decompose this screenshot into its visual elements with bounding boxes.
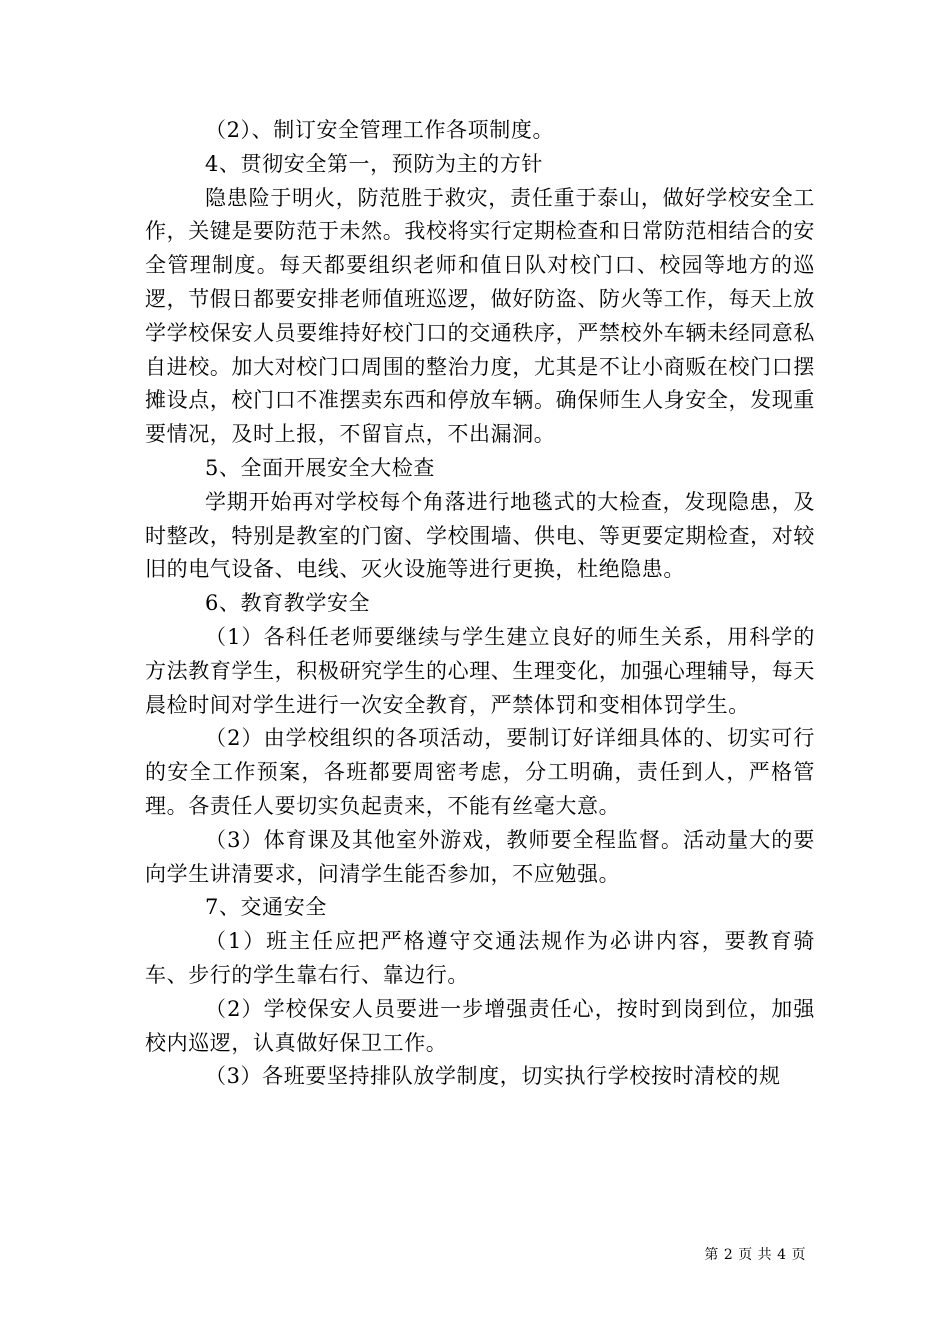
page-number-footer: 第 2 页 共 4 页 bbox=[704, 1247, 806, 1263]
section-heading-4: 4、贯彻安全第一，预防为主的方针 bbox=[205, 151, 543, 176]
section-heading-5: 5、全面开展安全大检查 bbox=[205, 455, 435, 480]
document-body bbox=[145, 114, 815, 1094]
paragraph-traffic-3: （3）各班要坚持排队放学制度，切实执行学校按时清校的规 bbox=[205, 1064, 781, 1089]
paragraph-inspection: 学期开始再对学校每个角落进行地毯式的大检查，发现隐患，及时整改，特别是教室的门窗、学校围墙、供电、等更要定期检查，对较旧的电气设备、电线、灭火设施等进行更换，杜绝隐患。 bbox=[145, 489, 815, 582]
section-heading-7: 7、交通安全 bbox=[205, 895, 327, 920]
paragraph-teaching-3: （3）体育课及其他室外游戏，教师要全程监督。活动量大的要向学生讲清要求，问清学生能否参加，不应勉强。 bbox=[145, 827, 815, 886]
paragraph-teaching-1: （1）各科任老师要继续与学生建立良好的师生关系，用科学的方法教育学生，积极研究学生的心理、生理变化，加强心理辅导，每天晨检时间对学生进行一次安全教育，严禁体罚和变相体罚学生。 bbox=[145, 624, 815, 717]
paragraph-traffic-1: （1）班主任应把严格遵守交通法规作为必讲内容，要教育骑车、步行的学生靠右行、靠边行。 bbox=[145, 929, 815, 987]
paragraph-teaching-2: （2）由学校组织的各项活动，要制订好详细具体的、切实可行的安全工作预案，各班都要周密考虑，分工明确，责任到人，严格管理。各责任人要切实负起责来，不能有丝毫大意。 bbox=[145, 726, 815, 818]
paragraph-subitem-2: （2）、制订安全管理工作各项制度。 bbox=[205, 118, 555, 142]
paragraph-traffic-2: （2）学校保安人员要进一步增强责任心，按时到岗到位，加强校内巡逻，认真做好保卫工作。 bbox=[145, 996, 815, 1055]
paragraph-prevention: 隐患险于明火，防范胜于救灾，责任重于泰山，做好学校安全工作，关键是要防范于未然。我校将实行定期检查和日常防范相结合的安全管理制度。每天都要组织老师和值日队对校门口、校园等地方的巡逻，节假日都要安排老师值班巡逻，做好防盗、防火等工作，每天上放学学校保安人员要维持好校门口的交通秩序，严禁校外车辆未经同意私自进校。加大对校门口周围的整治力度，尤其是不让小商贩在校门口摆摊设点，校门口不准摆卖东西和停放车辆。确保师生人身安全，发现重要情况，及时上报，不留盲点，不出漏洞。 bbox=[145, 185, 815, 447]
section-heading-6: 6、教育教学安全 bbox=[205, 591, 371, 616]
